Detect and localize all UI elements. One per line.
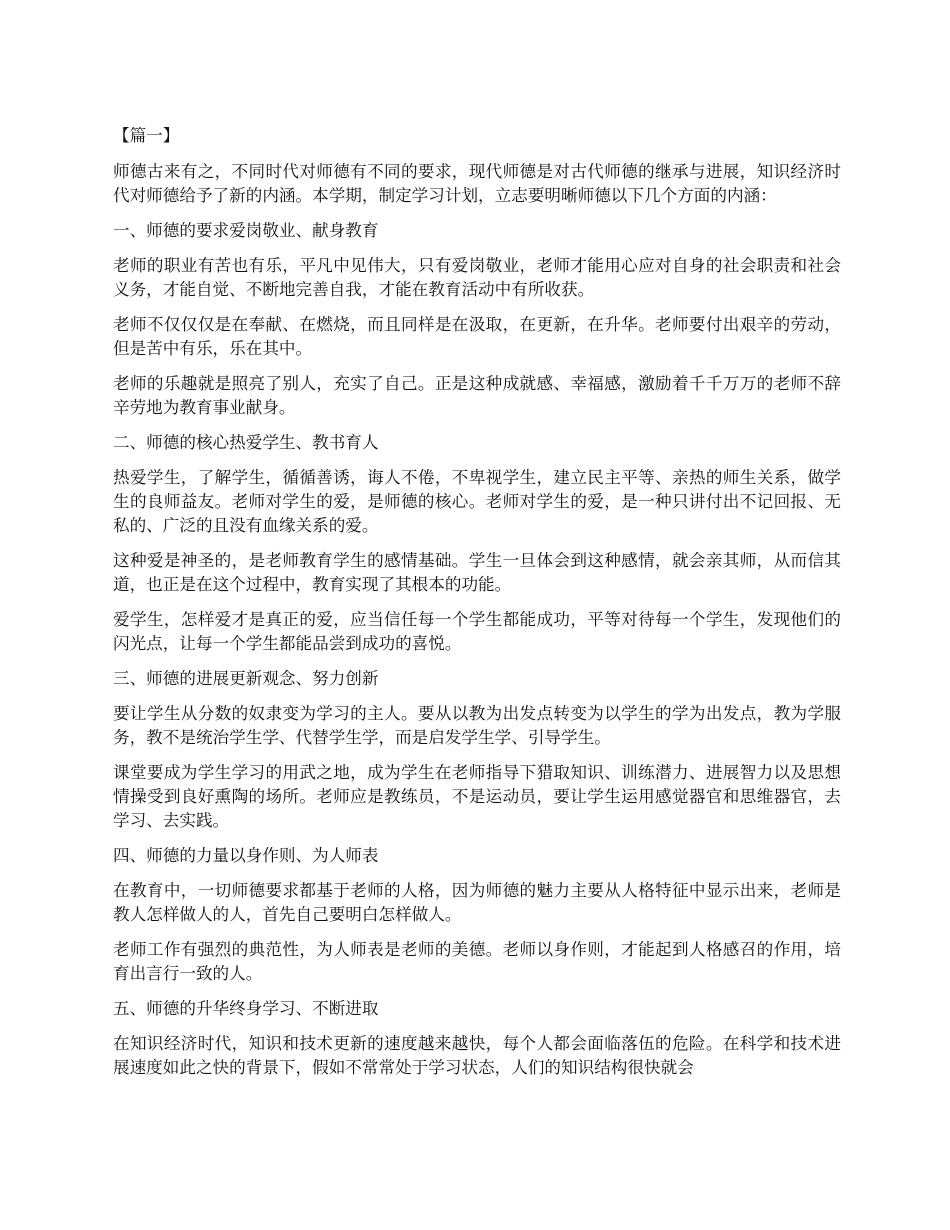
body-paragraph: 在知识经济时代，知识和技术更新的速度越来越快，每个人都会面临落伍的危险。在科学和技术进展速度如此之快的背景下，假如不常常处于学习状态，人们的知识结构很快就会 xyxy=(113,1034,841,1077)
section-heading: 一、师德的要求爱岗敬业、献身教育 xyxy=(113,221,379,240)
section-heading: 四、师德的力量以身作则、为人师表 xyxy=(113,846,379,865)
section-title: 【篇一】 xyxy=(113,126,180,145)
body-paragraph: 老师不仅仅仅是在奉献、在燃烧，而且同样是在汲取，在更新，在升华。老师要付出艰辛的劳动，但是苦中有乐，乐在其中。 xyxy=(113,315,841,358)
document-page xyxy=(113,124,841,1091)
body-paragraph: 在教育中，一切师德要求都基于老师的人格，因为师德的魅力主要从人格特征中显示出来，老师是教人怎样做人的人，首先自己要明白怎样做人。 xyxy=(113,881,841,924)
section-heading: 三、师德的进展更新观念、努力创新 xyxy=(113,669,379,688)
body-paragraph: 老师工作有强烈的典范性，为人师表是老师的美德。老师以身作则，才能起到人格感召的作用，培育出言行一致的人。 xyxy=(113,940,841,983)
body-paragraph: 课堂要成为学生学习的用武之地，成为学生在老师指导下猎取知识、训练潜力、进展智力以及思想情操受到良好熏陶的场所。老师应是教练员，不是运动员，要让学生运用感觉器官和思维器官，去学习、去实践。 xyxy=(113,763,841,830)
body-paragraph: 老师的职业有苦也有乐，平凡中见伟大，只有爱岗敬业，老师才能用心应对自身的社会职责和社会义务，才能自觉、不断地完善自我，才能在教育活动中有所收获。 xyxy=(113,256,841,299)
section-heading: 五、师德的升华终身学习、不断进取 xyxy=(113,999,379,1018)
paragraph-list xyxy=(113,160,841,1080)
body-paragraph: 热爱学生，了解学生，循循善诱，诲人不倦，不卑视学生，建立民主平等、亲热的师生关系，做学生的良师益友。老师对学生的爱，是师德的核心。老师对学生的爱，是一种只讲付出不记回报、无私的、广泛的且没有血缘关系的爱。 xyxy=(113,468,841,535)
body-paragraph: 要让学生从分数的奴隶变为学习的主人。要从以教为出发点转变为以学生的学为出发点，教为学服务，教不是统治学生学、代替学生学，而是启发学生学、引导学生。 xyxy=(113,704,841,747)
body-paragraph: 老师的乐趣就是照亮了别人，充实了自己。正是这种成就感、幸福感，激励着千千万万的老师不辞辛劳地为教育事业献身。 xyxy=(113,374,841,417)
body-paragraph: 爱学生，怎样爱才是真正的爱，应当信任每一个学生都能成功，平等对待每一个学生，发现他们的闪光点，让每一个学生都能品尝到成功的喜悦。 xyxy=(113,610,841,653)
body-paragraph: 这种爱是神圣的，是老师教育学生的感情基础。学生一旦体会到这种感情，就会亲其师，从而信其道，也正是在这个过程中，教育实现了其根本的功能。 xyxy=(113,551,841,594)
section-heading: 二、师德的核心热爱学生、教书育人 xyxy=(113,433,379,452)
body-paragraph: 师德古来有之，不同时代对师德有不同的要求，现代师德是对古代师德的继承与进展，知识经济时代对师德给予了新的内涵。本学期，制定学习计划，立志要明晰师德以下几个方面的内涵： xyxy=(113,162,841,205)
